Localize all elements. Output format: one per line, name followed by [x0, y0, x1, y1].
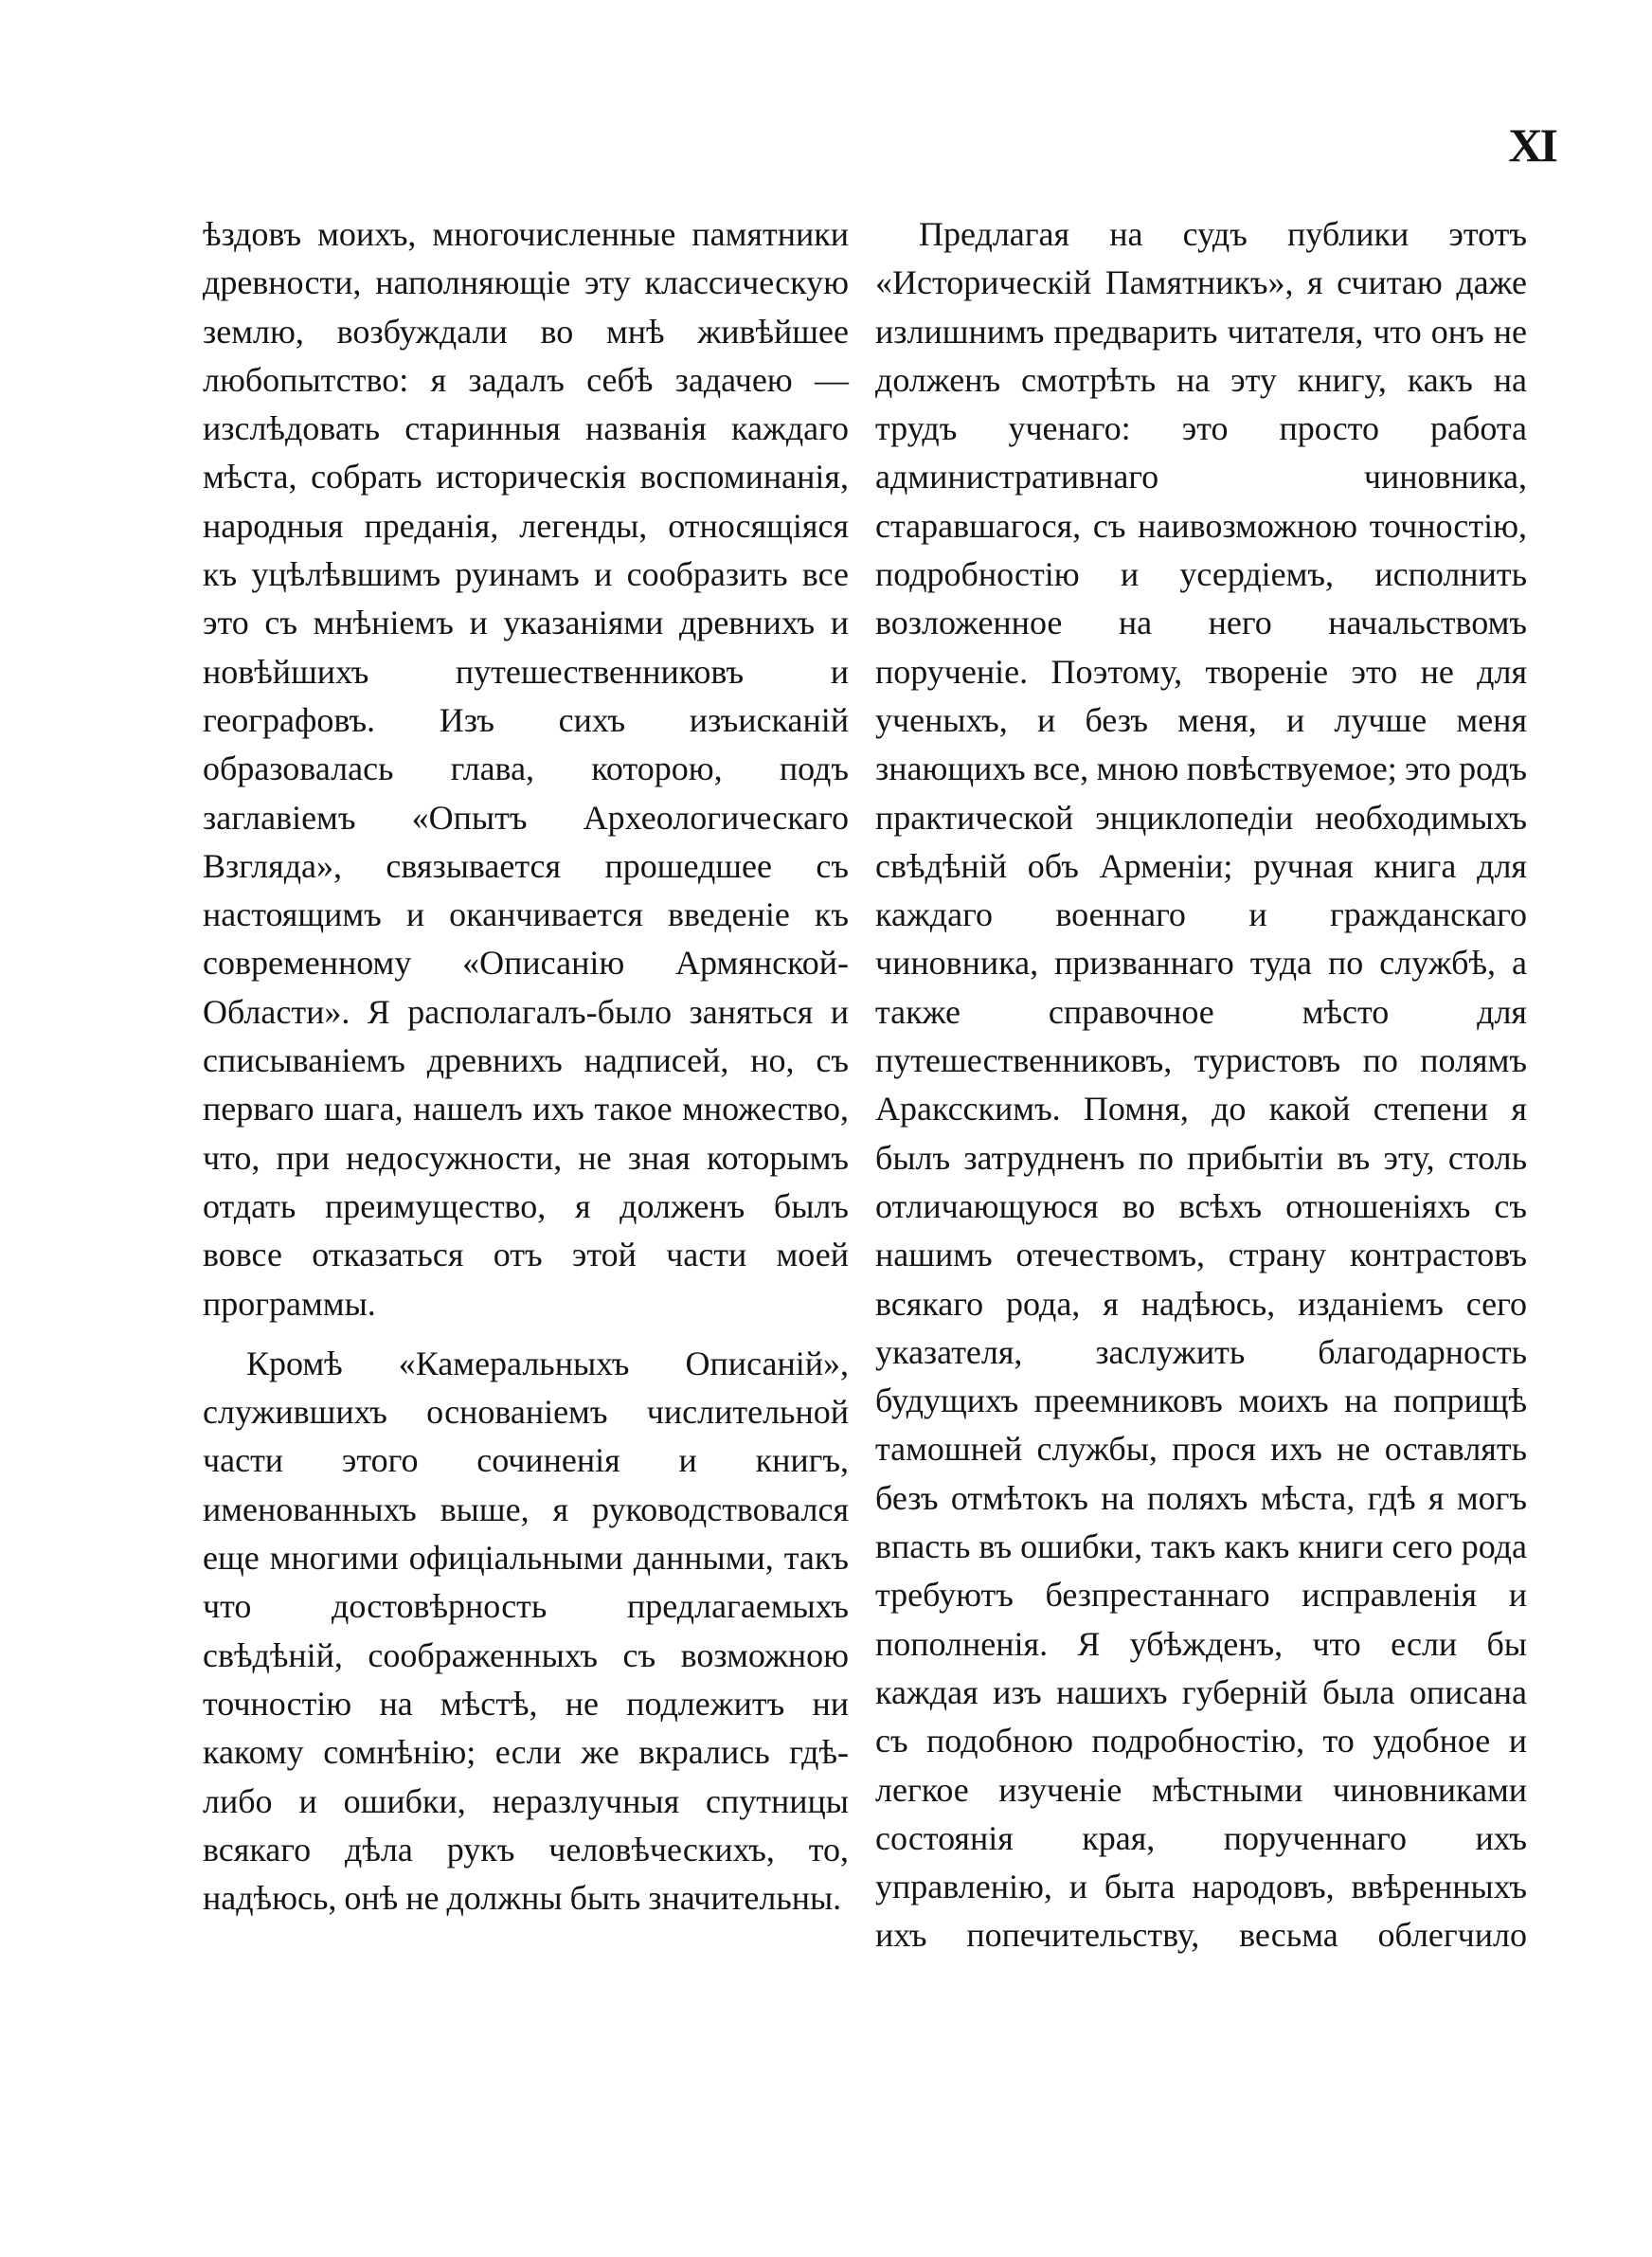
right-column [875, 210, 1527, 1960]
left-column [203, 210, 849, 1923]
page-number: XI [1508, 118, 1555, 172]
right-paragraph-preface: Предлагая на судъ публики этотъ «Историческій Памятникъ», я считаю даже излишнимъ предварить читателя, что онъ не долженъ смотрѣть на эту книгу, какъ на трудъ ученаго: это просто работа административнаго чиновника, старавшагося, съ наивозможною точностію, подробностію и усердіемъ, исполнить возложенное на него начальствомъ порученіе. Поэтому, твореніе это не для ученыхъ, и безъ меня, и лучше меня знающихъ все, мною повѣствуемое; это родъ практической энциклопедіи необходимыхъ свѣдѣній объ Арменіи; ручная книга для каждаго военнаго и гражданскаго чиновника, призваннаго туда по службѣ, а также справочное мѣсто для путешественниковъ, туристовъ по полямъ Араксскимъ. Помня, до какой степени я былъ затрудненъ по прибытіи въ эту, столь отличающуюся во всѣхъ отношеніяхъ съ нашимъ отечествомъ, страну контрастовъ всякаго рода, я надѣюсь, изданіемъ сего указателя, заслужить благодарность будущихъ преемниковъ моихъ на поприщѣ тамошней службы, прося ихъ не оставлять безъ отмѣтокъ на поляхъ мѣста, гдѣ я могъ впасть въ ошибки, такъ какъ книги сего рода требуютъ безпрестаннаго исправленія и пополненія. Я убѣжденъ, что если бы каждая изъ нашихъ губерній была описана съ подобною подробностію, то удобное и легкое изученіе мѣстными чиновниками состоянія края, порученнаго ихъ управленію, и быта народовъ, ввѣренныхъ ихъ попечительству, весьма облегчило [875, 215, 1527, 1955]
left-paragraph-continuation: ѣздовъ моихъ, многочисленные памятники древности, наполняющіе эту классическую землю, возбуждали во мнѣ живѣйшее любопытство: я задалъ себѣ задачею — изслѣдовать старинныя названія каждаго мѣста, собрать историческія воспоминанія, народныя преданія, легенды, относящіяся къ уцѣлѣвшимъ руинамъ и сообразить все это съ мнѣніемъ и указаніями древнихъ и новѣйшихъ путешественниковъ и географовъ. Изъ сихъ изъисканій образовалась глава, которою, подъ заглавіемъ «Опытъ Археологическаго Взгляда», связывается прошедшее съ настоящимъ и оканчивается введеніе къ современному «Описанію Армянской-Области». Я располагалъ-было заняться и списываніемъ древнихъ надписей, но, съ перваго шага, нашелъ ихъ такое множество, что, при недосужности, не зная которымъ отдать преимущество, я долженъ былъ вовсе отказаться отъ этой части моей программы. [203, 215, 849, 1323]
left-paragraph-sources: Кромѣ «Камеральныхъ Описаній», служившихъ основаніемъ числительной части этого сочиненія и книгъ, именованныхъ выше, я руководствовался еще многими офиціальными данными, такъ что достовѣрность предлагаемыхъ свѣдѣній, соображенныхъ съ возможною точностію на мѣстѣ, не подлежитъ ни какому сомнѣнію; если же вкрались гдѣ-либо и ошибки, неразлучныя спутницы всякаго дѣла рукъ человѣческихъ, то, надѣюсь, онѣ не должны быть значительны. [203, 1344, 849, 1918]
